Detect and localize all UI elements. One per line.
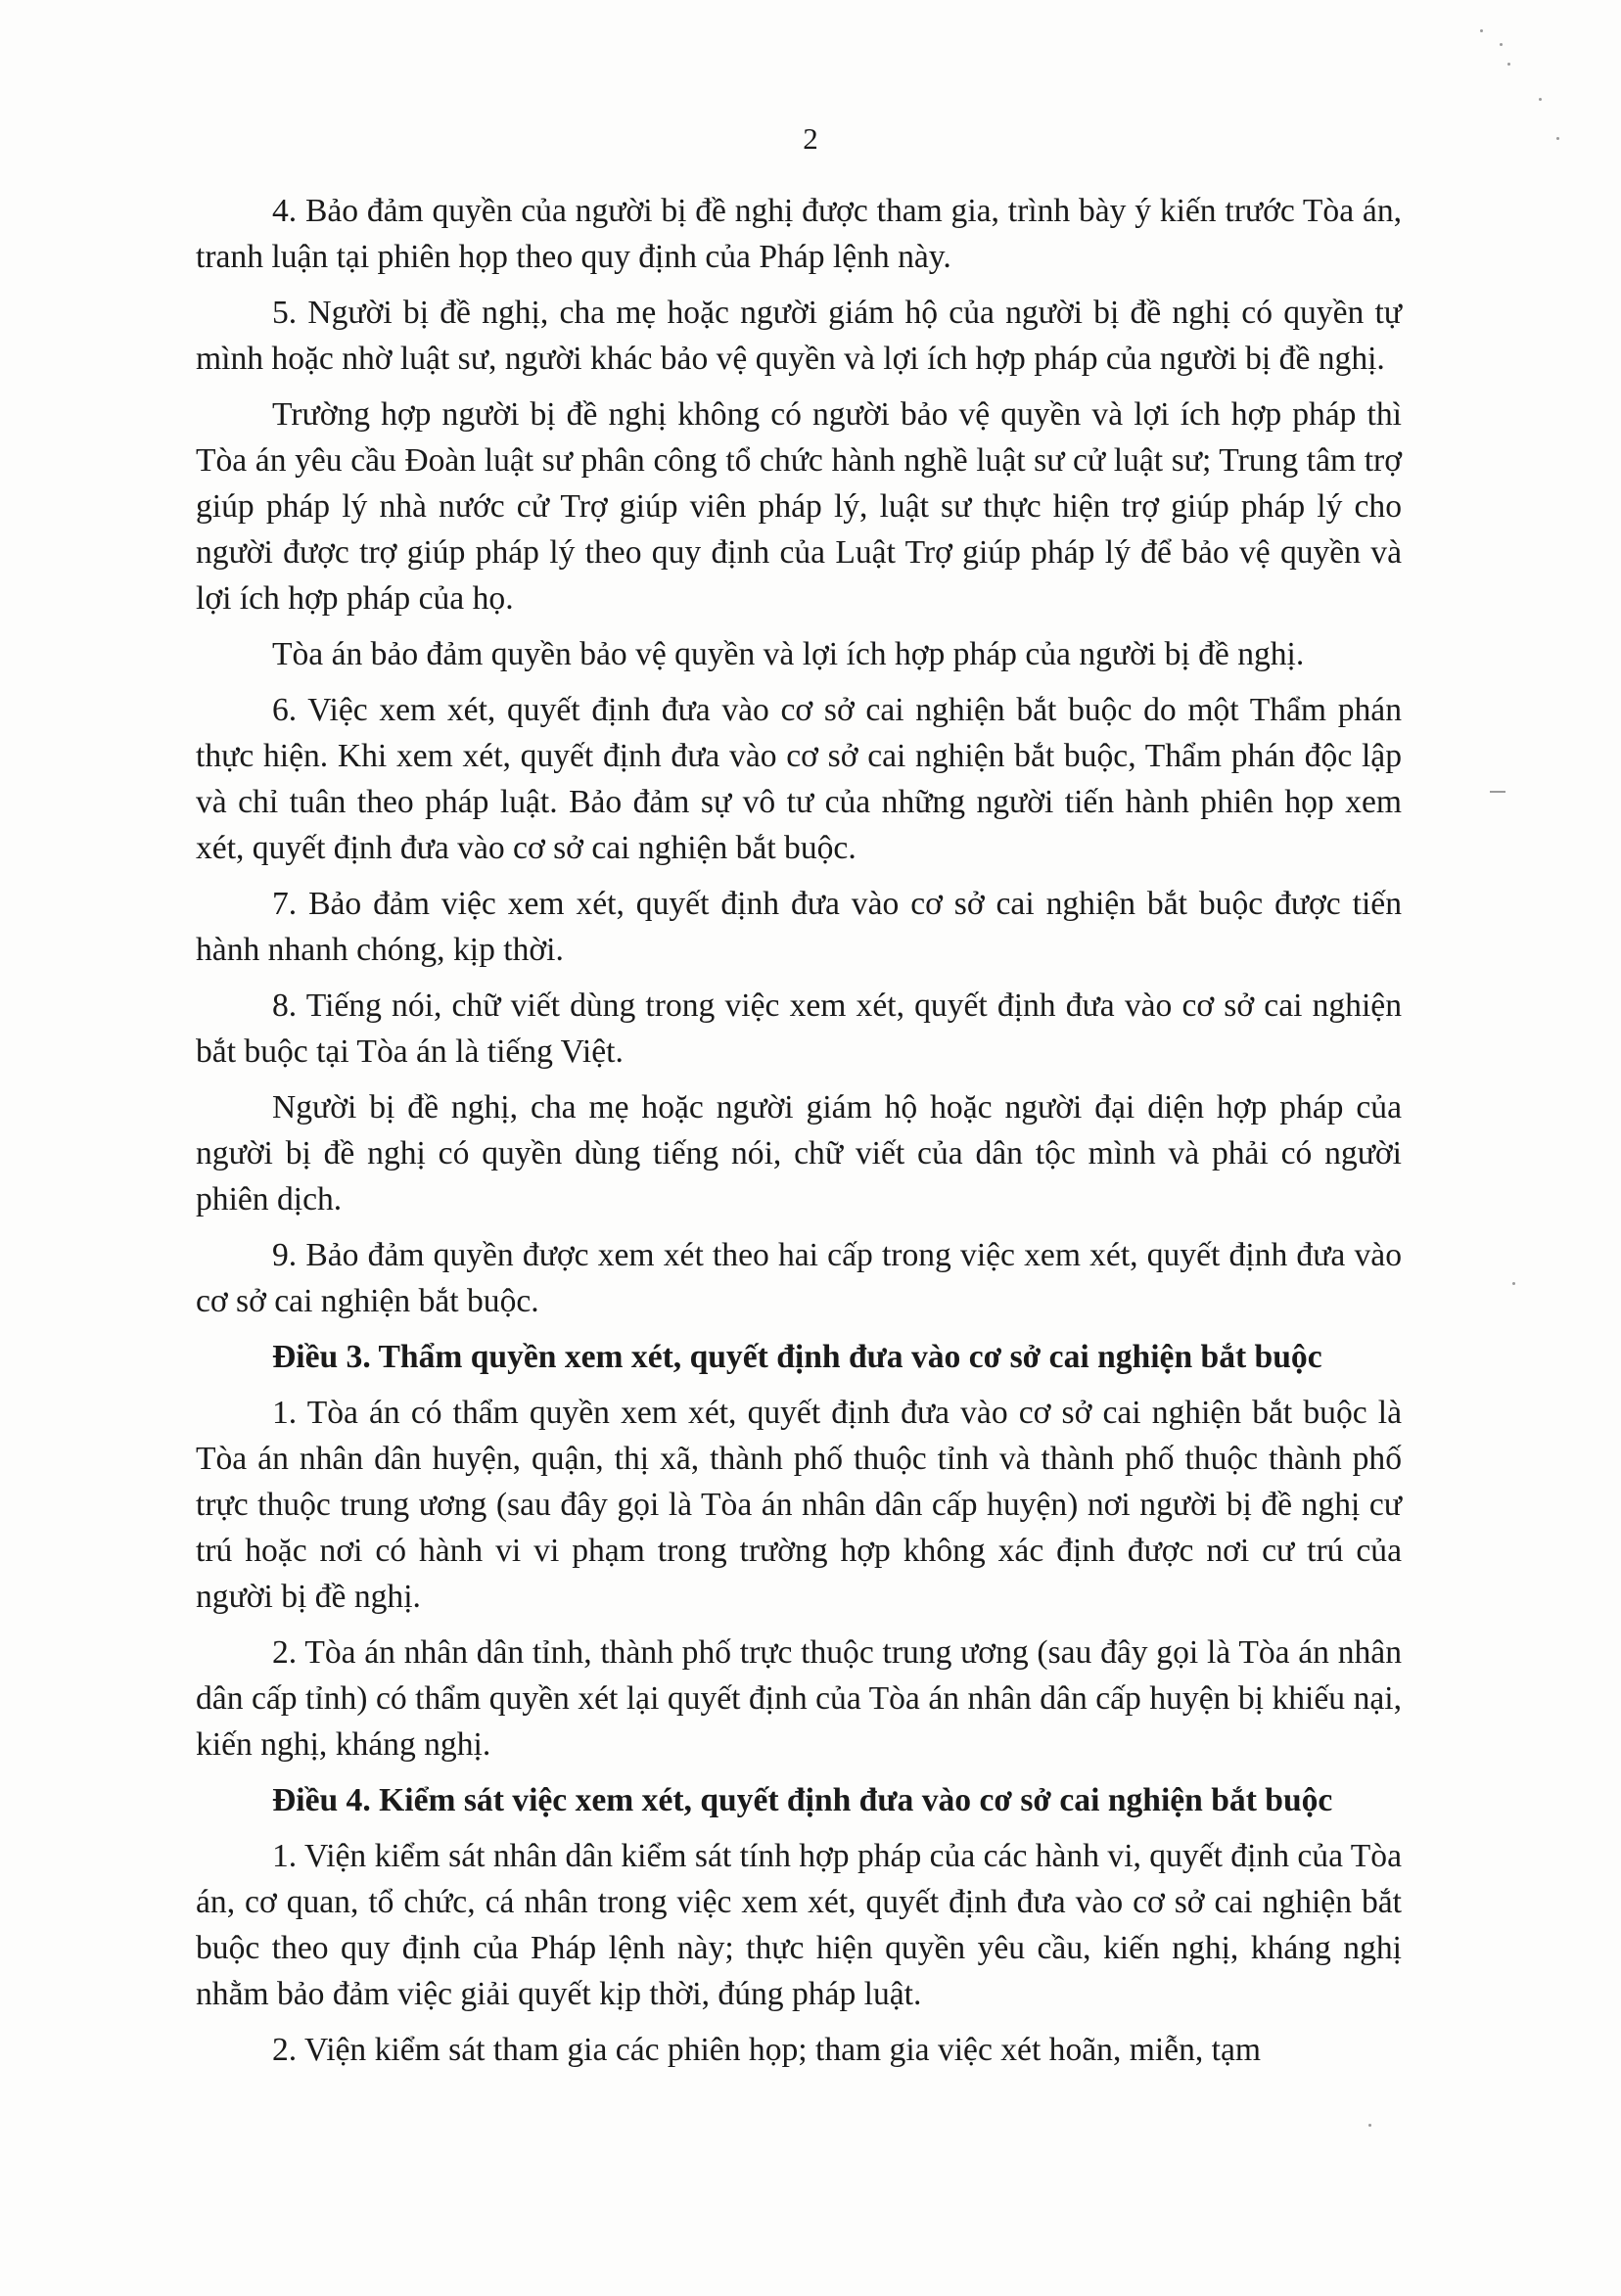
article-4-clause-2: 2. Viện kiểm sát tham gia các phiên họp; tham gia việc xét hoãn, miễn, tạm bbox=[272, 2032, 1262, 2068]
document-body bbox=[196, 188, 1402, 2083]
article-3-clause-1: 1. Tòa án có thẩm quyền xem xét, quyết định đưa vào cơ sở cai nghiện bắt buộc là Tòa án nhân dân huyện, quận, thị xã, thành phố thuộc tỉnh và thành phố thuộc thành phố trực thuộc trung ương (sau đây gọi là Tòa án nhân dân cấp huyện) nơi người bị đề nghị cư trú hoặc nơi có hành vi vi phạm trong trường hợp không xác định được nơi cư trú của người bị đề nghị. bbox=[196, 1395, 1402, 1615]
scan-speck bbox=[1539, 98, 1542, 101]
paragraph-legal-aid: Trường hợp người bị đề nghị không có người bảo vệ quyền và lợi ích hợp pháp thì Tòa án yêu cầu Đoàn luật sư phân công tổ chức hành nghề luật sư cử luật sư; Trung tâm trợ giúp pháp lý nhà nước cử Trợ giúp viên pháp lý, luật sư thực hiện trợ giúp pháp lý cho người được trợ giúp pháp lý theo quy định của Luật Trợ giúp pháp lý để bảo vệ quyền và lợi ích hợp pháp của họ. bbox=[196, 396, 1402, 617]
scan-speck bbox=[1556, 137, 1559, 140]
paragraph-language-rights: Người bị đề nghị, cha mẹ hoặc người giám hộ hoặc người đại diện hợp pháp của người bị đề nghị có quyền dùng tiếng nói, chữ viết của dân tộc mình và phải có người phiên dịch. bbox=[196, 1089, 1402, 1217]
paragraph-clause-9: 9. Bảo đảm quyền được xem xét theo hai cấp trong việc xem xét, quyết định đưa vào cơ sở cai nghiện bắt buộc. bbox=[196, 1237, 1402, 1319]
scan-mark bbox=[1490, 791, 1505, 793]
paragraph-clause-7: 7. Bảo đảm việc xem xét, quyết định đưa vào cơ sở cai nghiện bắt buộc được tiến hành nhanh chóng, kịp thời. bbox=[196, 886, 1402, 968]
paragraph-clause-8: 8. Tiếng nói, chữ viết dùng trong việc xem xét, quyết định đưa vào cơ sở cai nghiện bắt buộc tại Tòa án là tiếng Việt. bbox=[196, 987, 1402, 1070]
scan-speck bbox=[1368, 2124, 1371, 2127]
article-3-heading: Điều 3. Thẩm quyền xem xét, quyết định đưa vào cơ sở cai nghiện bắt buộc bbox=[272, 1339, 1322, 1375]
article-4-clause-1: 1. Viện kiểm sát nhân dân kiểm sát tính hợp pháp của các hành vi, quyết định của Tòa án, cơ quan, tổ chức, cá nhân trong việc xem xét, quyết định đưa vào cơ sở cai nghiện bắt buộc theo quy định của Pháp lệnh này; thực hiện quyền yêu cầu, kiến nghị, kháng nghị nhằm bảo đảm việc giải quyết kịp thời, đúng pháp luật. bbox=[196, 1838, 1402, 2012]
article-3-clause-2: 2. Tòa án nhân dân tỉnh, thành phố trực thuộc trung ương (sau đây gọi là Tòa án nhân dân cấp tỉnh) có thẩm quyền xét lại quyết định của Tòa án nhân dân cấp huyện bị khiếu nại, kiến nghị, kháng nghị. bbox=[196, 1634, 1402, 1763]
paragraph-court-guarantee: Tòa án bảo đảm quyền bảo vệ quyền và lợi ích hợp pháp của người bị đề nghị. bbox=[272, 636, 1305, 672]
scan-speck bbox=[1507, 63, 1510, 66]
page-number: 2 bbox=[803, 121, 818, 156]
article-4-heading: Điều 4. Kiểm sát việc xem xét, quyết định đưa vào cơ sở cai nghiện bắt buộc bbox=[272, 1782, 1333, 1818]
paragraph-clause-6: 6. Việc xem xét, quyết định đưa vào cơ sở cai nghiện bắt buộc do một Thẩm phán thực hiện. Khi xem xét, quyết định đưa vào cơ sở cai nghiện bắt buộc, Thẩm phán độc lập và chỉ tuân theo pháp luật. Bảo đảm sự vô tư của những người tiến hành phiên họp xem xét, quyết định đưa vào cơ sở cai nghiện bắt buộc. bbox=[196, 692, 1402, 866]
scan-speck bbox=[1480, 29, 1483, 32]
paragraph-clause-5: 5. Người bị đề nghị, cha mẹ hoặc người giám hộ của người bị đề nghị có quyền tự mình hoặc nhờ luật sư, người khác bảo vệ quyền và lợi ích hợp pháp của người bị đề nghị. bbox=[196, 295, 1402, 377]
scan-speck bbox=[1500, 43, 1503, 46]
paragraph-clause-4: 4. Bảo đảm quyền của người bị đề nghị được tham gia, trình bày ý kiến trước Tòa án, tranh luận tại phiên họp theo quy định của Pháp lệnh này. bbox=[196, 193, 1402, 275]
scan-speck bbox=[1512, 1282, 1515, 1285]
